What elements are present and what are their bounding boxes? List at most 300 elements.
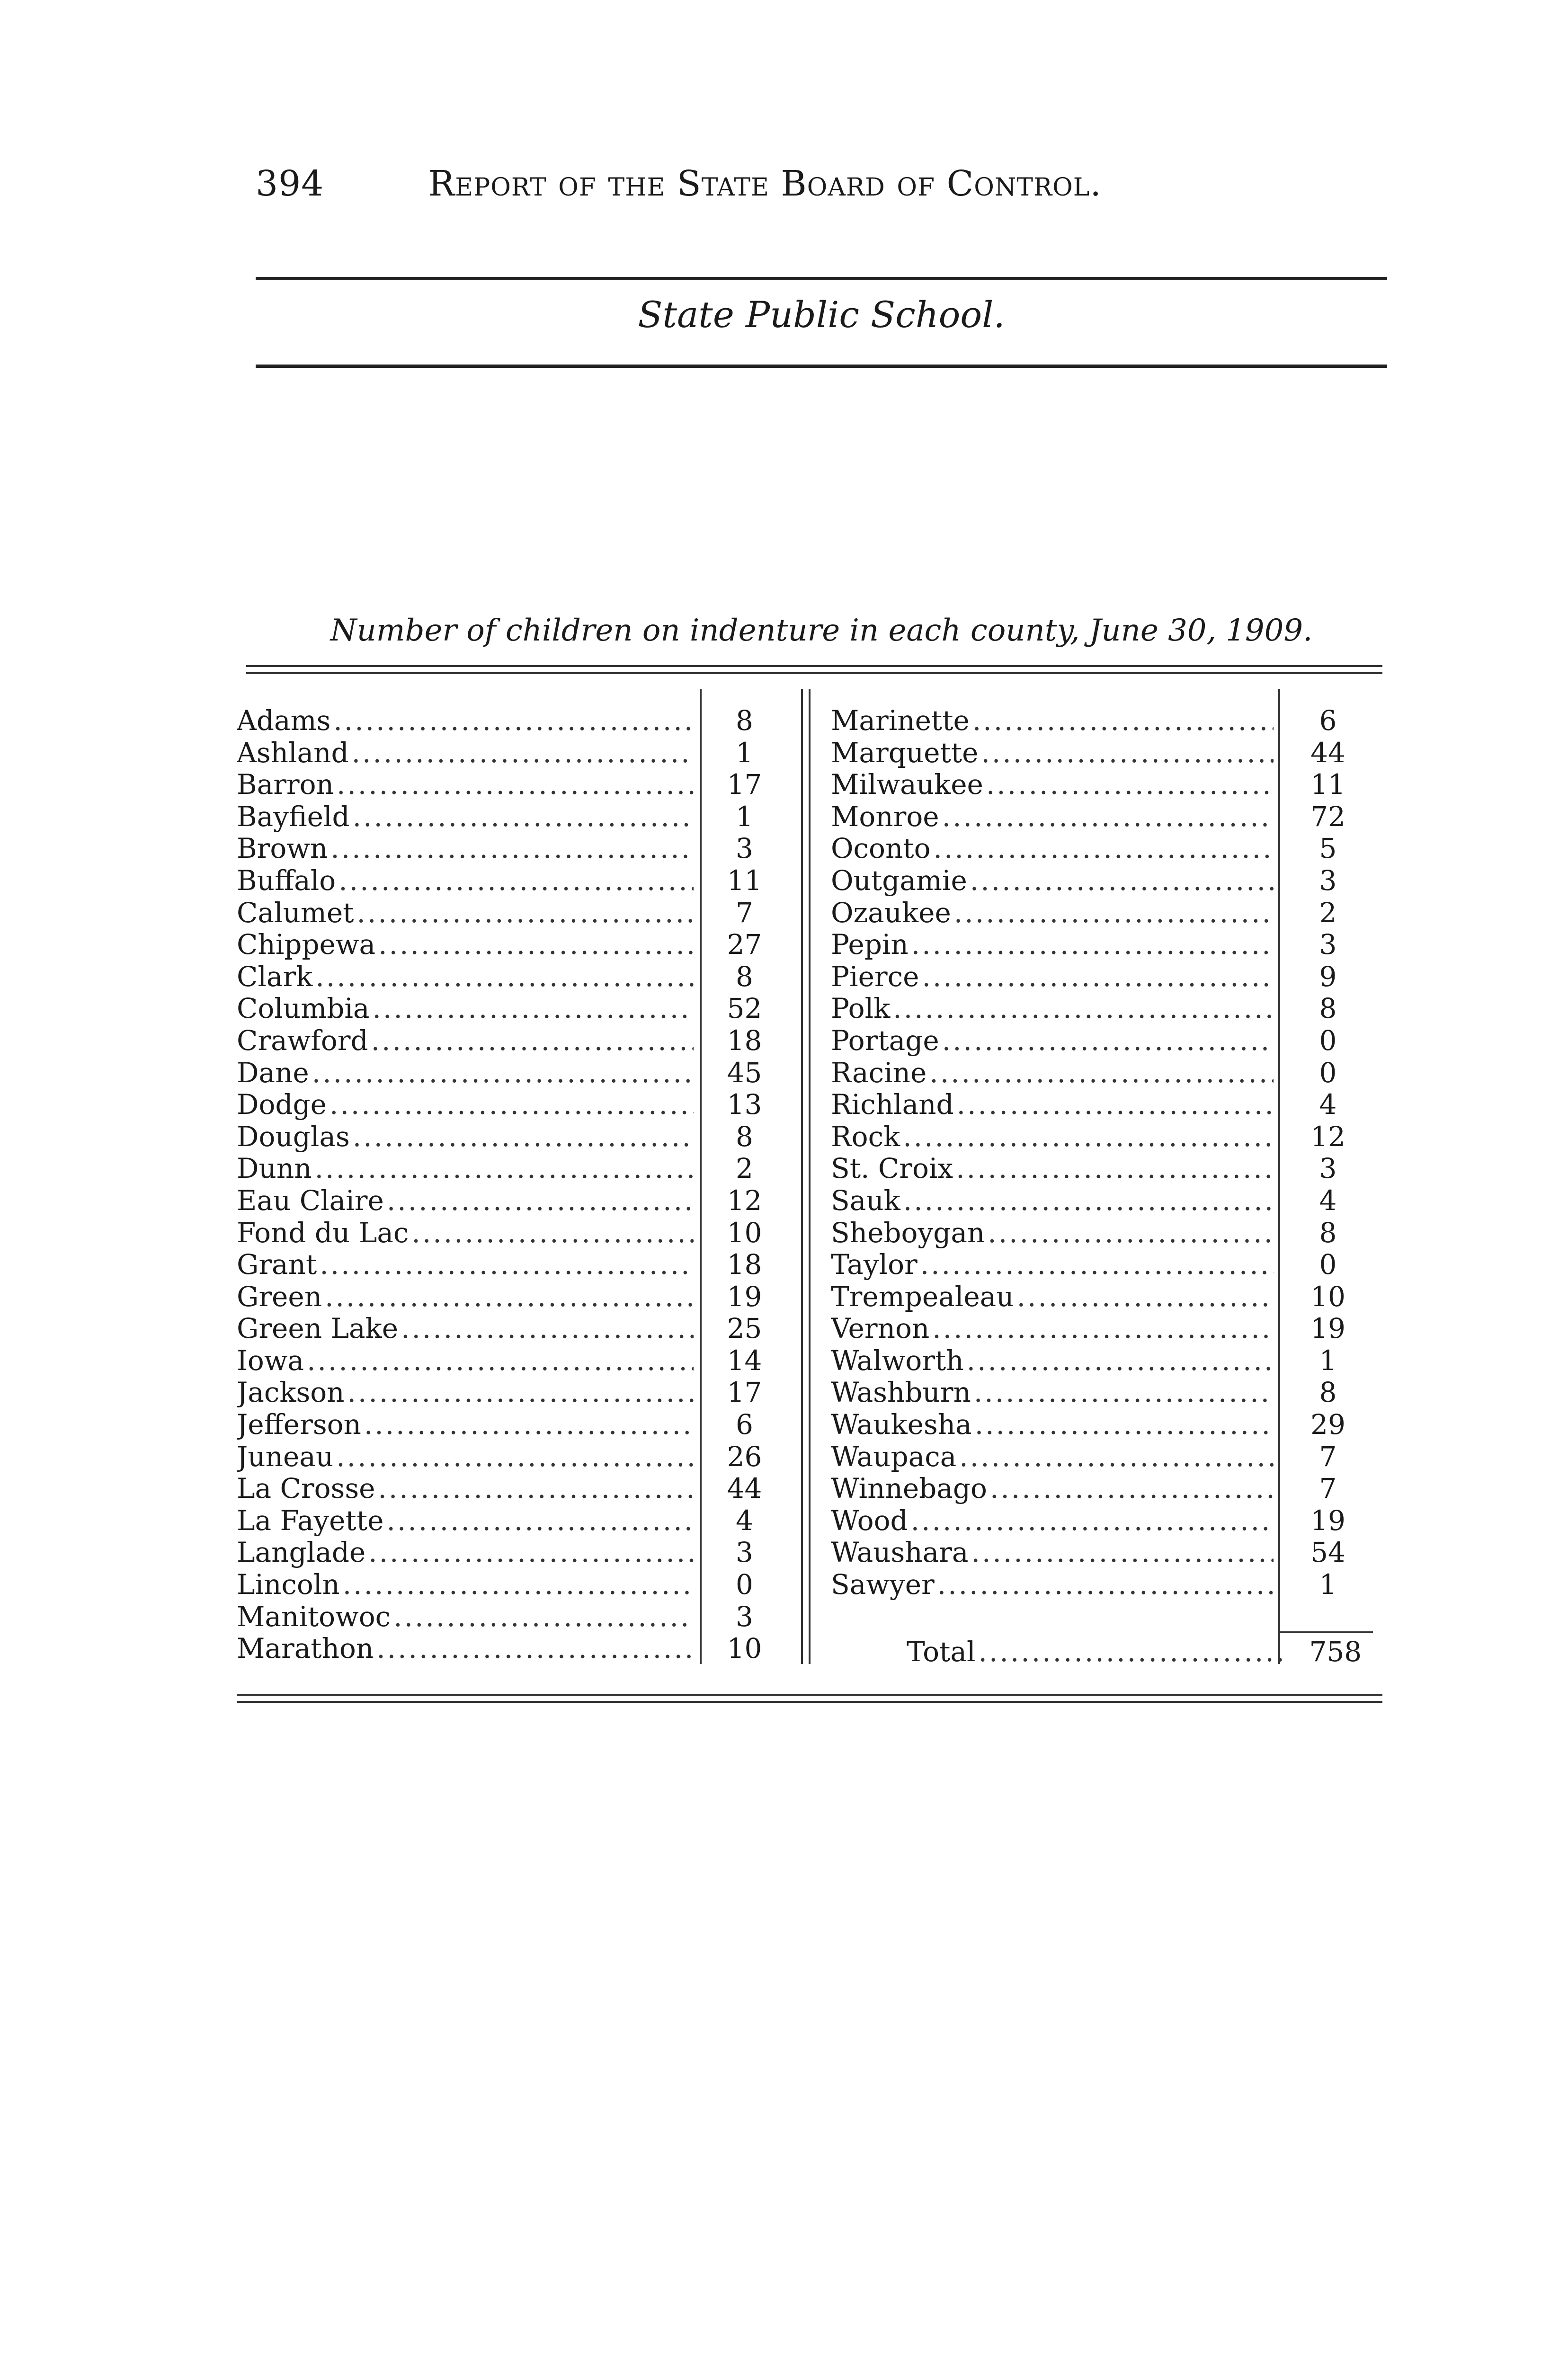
page-number: 394 <box>256 163 324 204</box>
county-name-cell <box>237 704 694 737</box>
county-name-cell <box>237 1376 694 1408</box>
county-name-cell <box>831 1376 1274 1408</box>
county-count: 11 <box>727 864 762 897</box>
table-bottom-rule <box>237 1694 1382 1696</box>
leader-dots <box>320 1248 694 1281</box>
table-row <box>237 1344 795 1377</box>
table-row <box>237 928 795 961</box>
county-name-cell <box>831 1248 1274 1281</box>
county-name-cell <box>237 1632 694 1664</box>
leader-dots <box>325 1281 694 1313</box>
county-name: St. Croix <box>831 1152 953 1185</box>
leader-dots <box>333 704 694 737</box>
leader-dots <box>990 1472 1274 1504</box>
county-name-cell <box>831 1152 1274 1184</box>
table-row <box>831 1217 1382 1249</box>
leader-dots <box>911 928 1274 961</box>
county-name: La Crosse <box>237 1472 375 1505</box>
table-row <box>237 992 795 1024</box>
county-count: 12 <box>727 1184 762 1217</box>
county-name-cell <box>237 1281 694 1313</box>
leader-dots <box>330 832 694 864</box>
table-row <box>237 1184 795 1217</box>
county-name-cell <box>831 1184 1274 1217</box>
county-name-cell <box>237 1568 694 1601</box>
table-row <box>237 1441 795 1473</box>
leader-dots <box>903 1184 1274 1217</box>
county-name-cell <box>237 1601 694 1633</box>
table-row <box>831 1408 1382 1441</box>
table-row <box>237 1248 795 1281</box>
table-row <box>237 737 795 769</box>
leader-dots <box>352 737 694 769</box>
county-count: 1 <box>1319 1568 1337 1601</box>
county-name-cell <box>237 1312 694 1344</box>
county-count: 18 <box>727 1248 762 1281</box>
county-name: Eau Claire <box>237 1184 384 1217</box>
county-name: Bayfield <box>237 800 350 833</box>
county-count: 3 <box>736 832 753 865</box>
leader-dots <box>922 961 1274 993</box>
leader-dots <box>956 1152 1274 1184</box>
table-bottom-rule-2 <box>237 1701 1382 1703</box>
county-name: La Fayette <box>237 1504 384 1537</box>
county-name: Oconto <box>831 832 931 865</box>
table-row <box>831 1088 1382 1121</box>
leader-dots <box>364 1408 694 1441</box>
county-count: 3 <box>1319 864 1337 897</box>
table-row <box>237 801 795 833</box>
county-name-cell <box>831 897 1274 929</box>
county-count: 25 <box>727 1312 762 1345</box>
county-name: Sheboygan <box>831 1216 985 1249</box>
leader-dots <box>942 1024 1274 1057</box>
right-county-list <box>831 704 1382 1601</box>
county-count: 52 <box>727 992 762 1025</box>
county-name-cell <box>237 864 694 897</box>
county-count: 10 <box>1310 1280 1345 1313</box>
leader-dots <box>315 1152 694 1184</box>
county-count: 0 <box>1319 1024 1337 1057</box>
county-name: Trempealeau <box>831 1280 1014 1313</box>
county-count: 19 <box>1310 1504 1345 1537</box>
county-name: Douglas <box>237 1120 350 1153</box>
county-name: Walworth <box>831 1344 964 1377</box>
county-name-cell <box>237 961 694 993</box>
county-count: 1 <box>736 736 753 769</box>
table-row <box>831 1184 1382 1217</box>
county-name: Chippewa <box>237 928 376 961</box>
county-count: 8 <box>736 704 753 737</box>
left-county-list <box>237 704 795 1664</box>
table-row <box>831 801 1382 833</box>
county-name: Marinette <box>831 704 970 737</box>
leader-dots <box>368 1536 694 1568</box>
county-name: Sawyer <box>831 1568 935 1601</box>
county-count: 10 <box>727 1632 762 1665</box>
county-count: 7 <box>1319 1472 1337 1505</box>
county-name-cell <box>831 864 1274 897</box>
county-name-cell <box>237 992 694 1024</box>
county-name: Marathon <box>237 1632 374 1665</box>
county-name: Fond du Lac <box>237 1216 409 1249</box>
table-row <box>831 1536 1382 1568</box>
county-name: Ozaukee <box>831 896 951 929</box>
table-row <box>831 1121 1382 1153</box>
leader-dots <box>372 992 694 1024</box>
county-count: 26 <box>727 1440 762 1473</box>
county-name: Sauk <box>831 1184 900 1217</box>
leader-dots <box>959 1441 1274 1473</box>
county-name: Columbia <box>237 992 370 1025</box>
leader-dots <box>357 897 694 929</box>
county-count: 3 <box>736 1536 753 1569</box>
county-name: Barron <box>237 768 334 801</box>
leader-dots <box>343 1568 694 1601</box>
leader-dots <box>942 801 1274 833</box>
county-count: 8 <box>1319 1216 1337 1249</box>
county-count: 3 <box>736 1600 753 1633</box>
leader-dots <box>971 1536 1274 1568</box>
leader-dots <box>1017 1281 1274 1313</box>
county-count: 44 <box>727 1472 762 1505</box>
table-row <box>237 1312 795 1344</box>
county-name-cell <box>237 1152 694 1184</box>
county-count: 8 <box>1319 1376 1337 1409</box>
table-row <box>831 1248 1382 1281</box>
county-name: Buffalo <box>237 864 336 897</box>
leader-dots <box>967 1344 1274 1377</box>
leader-dots <box>974 1376 1274 1408</box>
county-name-cell <box>237 1344 694 1377</box>
table-row <box>831 1441 1382 1473</box>
leader-dots <box>315 961 694 993</box>
county-count: 27 <box>727 928 762 961</box>
county-count: 54 <box>1310 1536 1345 1569</box>
county-name-cell <box>831 961 1274 993</box>
county-name-cell <box>831 1312 1274 1344</box>
county-name: Winnebago <box>831 1472 987 1505</box>
county-name: Green Lake <box>237 1312 399 1345</box>
leader-dots <box>386 1504 694 1537</box>
county-name: Jefferson <box>237 1408 361 1441</box>
county-name-cell <box>237 1088 694 1121</box>
county-name-cell <box>831 1057 1274 1089</box>
county-name: Rock <box>831 1120 900 1153</box>
table-row <box>831 1568 1382 1601</box>
county-name: Pepin <box>831 928 909 961</box>
county-name: Pierce <box>831 960 919 993</box>
county-name-cell <box>831 1281 1274 1313</box>
leader-dots <box>336 1441 694 1473</box>
leader-dots <box>312 1057 694 1089</box>
county-name-cell <box>237 1057 694 1089</box>
county-name: Ashland <box>237 736 349 769</box>
total-value: 758 <box>1309 1636 1362 1668</box>
leader-dots <box>893 992 1274 1024</box>
county-name: Waushara <box>831 1536 969 1569</box>
county-count: 4 <box>1319 1088 1337 1121</box>
county-name-cell <box>237 1472 694 1504</box>
county-name: Green <box>237 1280 322 1313</box>
county-count: 7 <box>1319 1440 1337 1473</box>
county-count: 0 <box>736 1568 753 1601</box>
county-count: 18 <box>727 1024 762 1057</box>
county-name: Waupaca <box>831 1440 957 1473</box>
table-top-rule-2 <box>246 672 1382 674</box>
county-name-cell <box>237 928 694 961</box>
county-name-cell <box>831 1121 1274 1153</box>
leader-dots <box>307 1344 694 1377</box>
total-label-cell <box>831 1636 1289 1668</box>
county-name: Dane <box>237 1056 309 1089</box>
county-name: Grant <box>237 1248 317 1281</box>
county-count: 4 <box>736 1504 753 1537</box>
county-count: 17 <box>727 768 762 801</box>
county-name: Monroe <box>831 800 939 833</box>
table-row <box>237 961 795 993</box>
county-name-cell <box>831 1568 1274 1601</box>
county-name-cell <box>831 1536 1274 1568</box>
leader-dots <box>972 704 1274 737</box>
county-count: 6 <box>736 1408 753 1441</box>
county-name: Dunn <box>237 1152 312 1185</box>
leader-dots <box>957 1088 1274 1121</box>
leader-dots <box>401 1312 694 1344</box>
county-name-cell <box>237 1024 694 1057</box>
table-row <box>831 1376 1382 1408</box>
table-row <box>831 1152 1382 1184</box>
table-row <box>237 768 795 801</box>
table-row <box>831 1024 1382 1057</box>
county-name: Juneau <box>237 1440 334 1473</box>
county-name: Crawford <box>237 1024 368 1057</box>
table-row <box>237 1376 795 1408</box>
leader-dots <box>371 1024 694 1057</box>
county-count: 4 <box>1319 1184 1337 1217</box>
table-row <box>237 1408 795 1441</box>
table-row <box>237 1024 795 1057</box>
total-label: Total <box>907 1636 976 1668</box>
county-name-cell <box>831 1408 1274 1441</box>
county-name: Richland <box>831 1088 954 1121</box>
table-row <box>237 1152 795 1184</box>
table-row <box>237 1472 795 1504</box>
table-row <box>831 961 1382 993</box>
county-name-cell <box>831 1217 1274 1249</box>
county-count: 1 <box>1319 1344 1337 1377</box>
county-name-cell <box>831 1504 1274 1537</box>
running-title: Report of the State Board of Control. <box>428 163 1102 204</box>
county-name-cell <box>237 737 694 769</box>
leader-dots <box>387 1184 694 1217</box>
table-row <box>831 704 1382 737</box>
table-row <box>831 992 1382 1024</box>
county-count: 2 <box>736 1152 753 1185</box>
county-name-cell <box>237 832 694 864</box>
table-row <box>831 1281 1382 1313</box>
county-name: Waukesha <box>831 1408 972 1441</box>
county-count: 10 <box>727 1216 762 1249</box>
county-name: Portage <box>831 1024 939 1057</box>
leader-dots <box>937 1568 1274 1601</box>
leader-dots <box>337 768 694 801</box>
county-count: 19 <box>1310 1312 1345 1345</box>
leader-dots <box>988 1217 1274 1249</box>
county-name: Polk <box>831 992 891 1025</box>
leader-dots <box>353 1121 694 1153</box>
table-row <box>831 1312 1382 1344</box>
leader-dots <box>986 768 1274 801</box>
county-name-cell <box>831 704 1274 737</box>
county-name: Vernon <box>831 1312 930 1345</box>
leader-dots <box>920 1248 1274 1281</box>
county-name: Lincoln <box>237 1568 340 1601</box>
county-name: Brown <box>237 832 328 865</box>
leader-dots <box>393 1601 694 1633</box>
county-name-cell <box>237 1217 694 1249</box>
county-name: Marquette <box>831 736 979 769</box>
table-row <box>237 1057 795 1089</box>
leader-dots <box>979 1636 1289 1668</box>
table-row <box>237 1504 795 1537</box>
leader-dots <box>954 897 1274 929</box>
county-count: 17 <box>727 1376 762 1409</box>
county-name-cell <box>237 801 694 833</box>
table-row <box>831 832 1382 864</box>
county-count: 29 <box>1310 1408 1345 1441</box>
leader-dots <box>347 1376 694 1408</box>
county-name-cell <box>831 737 1274 769</box>
county-name-cell <box>237 768 694 801</box>
table-row <box>237 1121 795 1153</box>
table-row <box>237 832 795 864</box>
leader-dots <box>378 1472 694 1504</box>
leader-dots <box>330 1088 694 1121</box>
county-name-cell <box>237 1248 694 1281</box>
leader-dots <box>932 1312 1274 1344</box>
total-row <box>831 1636 1382 1668</box>
table-row <box>831 864 1382 897</box>
leader-dots <box>929 1057 1274 1089</box>
table-row <box>237 897 795 929</box>
county-name-cell <box>237 1408 694 1441</box>
county-count: 19 <box>727 1280 762 1313</box>
table-row <box>831 1472 1382 1504</box>
county-name: Calumet <box>237 896 354 929</box>
table-top-rule <box>246 665 1382 667</box>
county-name: Outgamie <box>831 864 967 897</box>
total-rule <box>1278 1631 1373 1633</box>
county-count: 3 <box>1319 928 1337 961</box>
county-count: 1 <box>736 800 753 833</box>
county-name-cell <box>831 1024 1274 1057</box>
county-name-cell <box>831 768 1274 801</box>
county-name: Adams <box>237 704 331 737</box>
county-name-cell <box>831 801 1274 833</box>
table-row <box>831 737 1382 769</box>
leader-dots <box>353 801 694 833</box>
county-name-cell <box>831 1472 1274 1504</box>
county-name: Langlade <box>237 1536 366 1569</box>
table-row <box>831 1057 1382 1089</box>
leader-dots <box>376 1632 694 1664</box>
county-count: 14 <box>727 1344 762 1377</box>
table-row <box>831 1344 1382 1377</box>
county-count: 45 <box>727 1056 762 1089</box>
table-row <box>237 1217 795 1249</box>
leader-dots <box>934 832 1274 864</box>
table-row <box>831 928 1382 961</box>
county-count: 3 <box>1319 1152 1337 1185</box>
county-name: Washburn <box>831 1376 971 1409</box>
county-count: 44 <box>1310 736 1345 769</box>
county-count: 8 <box>736 1120 753 1153</box>
table-caption: Number of children on indenture in each county, June 30, 1909. <box>330 613 1313 648</box>
county-count: 13 <box>727 1088 762 1121</box>
county-name: Jackson <box>237 1376 345 1409</box>
county-name-cell <box>831 1088 1274 1121</box>
county-count: 6 <box>1319 704 1337 737</box>
leader-dots <box>981 737 1274 769</box>
table-row <box>237 1568 795 1601</box>
table-row <box>831 1504 1382 1537</box>
county-name-cell <box>831 992 1274 1024</box>
county-name-cell <box>831 1441 1274 1473</box>
section-rule <box>256 365 1387 368</box>
county-count: 9 <box>1319 960 1337 993</box>
table-row <box>237 1088 795 1121</box>
county-name: Wood <box>831 1504 908 1537</box>
table-row <box>237 1281 795 1313</box>
leader-dots <box>411 1217 694 1249</box>
table-row <box>237 1632 795 1664</box>
county-name-cell <box>237 1184 694 1217</box>
section-title: State Public School. <box>638 294 1005 336</box>
county-count: 2 <box>1319 896 1337 929</box>
county-name-cell <box>237 1536 694 1568</box>
county-name-cell <box>237 897 694 929</box>
county-name-cell <box>237 1121 694 1153</box>
table-row <box>237 1601 795 1633</box>
leader-dots <box>339 864 694 897</box>
county-name: Racine <box>831 1056 927 1089</box>
top-rule <box>256 277 1387 280</box>
county-count: 12 <box>1310 1120 1345 1153</box>
county-name: Clark <box>237 960 313 993</box>
leader-dots <box>911 1504 1274 1537</box>
county-count: 72 <box>1310 800 1345 833</box>
county-name: Manitowoc <box>237 1600 391 1633</box>
leader-dots <box>903 1121 1274 1153</box>
table-row <box>237 864 795 897</box>
county-count: 0 <box>1319 1056 1337 1089</box>
page-header <box>256 163 1392 204</box>
county-name-cell <box>237 1504 694 1537</box>
leader-dots <box>378 928 694 961</box>
county-count: 8 <box>736 960 753 993</box>
county-name-cell <box>831 832 1274 864</box>
leader-dots <box>975 1408 1274 1441</box>
table-row <box>237 1536 795 1568</box>
county-count: 7 <box>736 896 753 929</box>
county-name: Milwaukee <box>831 768 983 801</box>
table-row <box>237 704 795 737</box>
county-count: 0 <box>1319 1248 1337 1281</box>
county-name-cell <box>237 1441 694 1473</box>
table-row <box>831 897 1382 929</box>
county-count: 11 <box>1310 768 1345 801</box>
